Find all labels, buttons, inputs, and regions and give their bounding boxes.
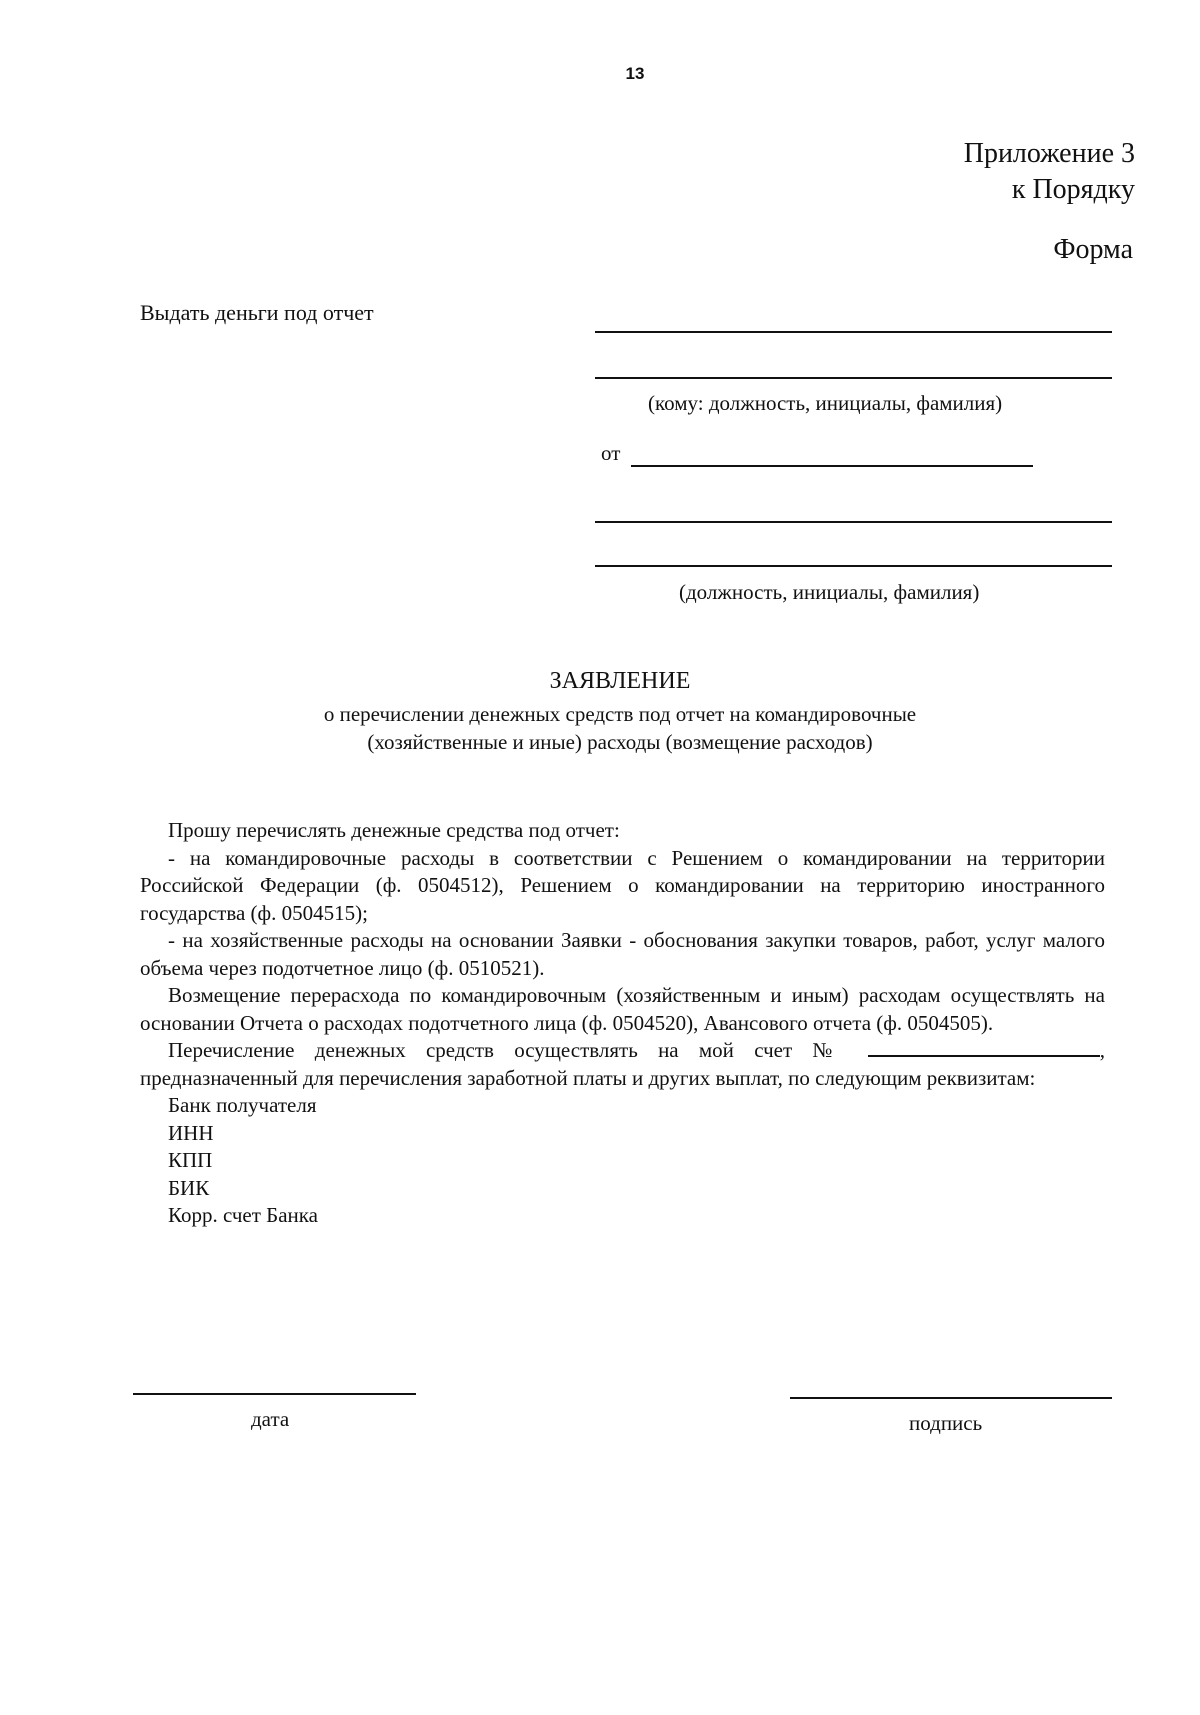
appendix-line-2: к Порядку (1011, 174, 1135, 205)
signature-label: подпись (909, 1411, 983, 1435)
date-label: дата (251, 1407, 290, 1431)
from-blank-line-2[interactable] (595, 521, 1112, 523)
requisite-inn: ИНН (168, 1120, 214, 1145)
body-paragraph-2: - на командировочные расходы в соответствии с Решением о командировании на территории Российской Федерации (ф. 0504512), Решением о командировании на территорию иностранного государства (ф. 0504515); (140, 845, 1105, 925)
requisite-corr-account: Корр. счет Банка (168, 1203, 318, 1227)
requisite-bik: БИК (168, 1175, 210, 1200)
to-blank-line-2[interactable] (595, 377, 1112, 379)
body-paragraph-3: - на хозяйственные расходы на основании Заявки - обоснования закупки товаров, работ, услуг малого объема через подотчетное лицо (ф. 0510521). (140, 928, 1105, 980)
appendix-header (964, 136, 1135, 208)
account-comma: , (1099, 1038, 1106, 1062)
from-hint: (должность, инициалы, фамилия) (679, 580, 980, 604)
document-title: ЗАЯВЛЕНИЕ (549, 668, 691, 694)
account-purpose-text: предназначенный для перечисления заработной платы и других выплат, по следующим реквизитам: (140, 1065, 1036, 1090)
appendix-line-1: Приложение 3 (963, 138, 1135, 169)
issue-money-label: Выдать деньги под отчет (140, 300, 374, 325)
to-blank-line-1[interactable] (595, 331, 1112, 333)
application-body (140, 817, 1105, 1230)
body-paragraph-1: Прошу перечислять денежные средства под отчет: (168, 818, 620, 842)
body-paragraph-5 (140, 1037, 1105, 1092)
from-blank-line-1[interactable] (631, 465, 1033, 467)
from-label: от (601, 441, 621, 465)
page-number: 13 (625, 64, 645, 83)
requisite-bank: Банк получателя (168, 1093, 317, 1117)
date-blank-line[interactable] (133, 1393, 416, 1395)
body-paragraph-4: Возмещение перерасхода по командировочным (хозяйственным и иным) расходам осуществлять на основании Отчета о расходах подотчетного лица (ф. 0504520), Авансового отчета (ф. 0504505). (140, 983, 1105, 1035)
subtitle-line-2: (хозяйственные и иные) расходы (возмещение расходов) (367, 730, 873, 754)
account-text: Перечисление денежных средств осуществлять на мой счет № (168, 1038, 848, 1062)
to-hint: (кому: должность, инициалы, фамилия) (648, 391, 1003, 415)
from-blank-line-3[interactable] (595, 565, 1112, 567)
account-number-blank[interactable] (868, 1037, 1100, 1057)
signature-blank-line[interactable] (790, 1397, 1112, 1399)
requisite-kpp: КПП (168, 1148, 213, 1172)
subtitle-line-1: о перечислении денежных средств под отчет на командировочные (323, 702, 917, 726)
document-subtitle (0, 700, 1200, 756)
form-label: Форма (1053, 234, 1133, 265)
